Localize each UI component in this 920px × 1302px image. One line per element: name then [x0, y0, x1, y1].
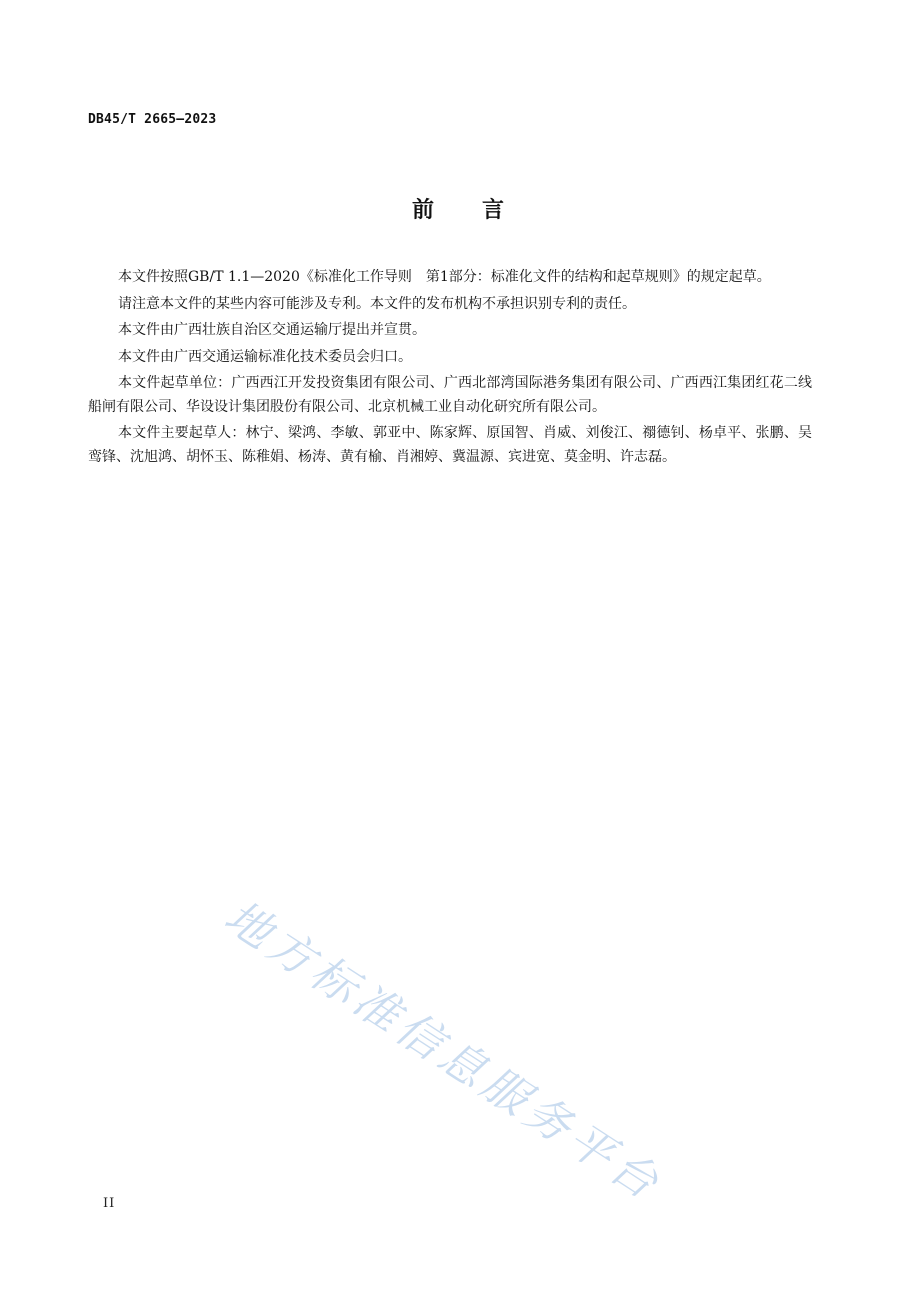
- title-char-2: 言: [482, 198, 509, 223]
- watermark: 地方标准信息服务平台: [215, 889, 672, 1212]
- paragraph-drafting-basis: 本文件按照GB/T 1.1—2020《标准化工作导则 第1部分：标准化文件的结构和起草规则》的规定起草。: [118, 269, 771, 285]
- title-char-1: 前: [411, 198, 438, 223]
- paragraph-drafting-units: 本文件起草单位：广西西江开发投资集团有限公司、广西北部湾国际港务集团有限公司、广西西江集团红花二线船闸有限公司、华设设计集团股份有限公司、北京机械工业自动化研究所有限公司。: [88, 375, 812, 415]
- paragraph-drafters: 本文件主要起草人：林宁、梁鸿、李敏、郭亚中、陈家辉、原国智、肖威、刘俊江、禤德钊、杨卓平、张鹏、吴鸾锋、沈旭鸿、胡怀玉、陈稚娟、杨涛、黄有榆、肖湘婷、冀温源、宾进宽、莫金明、许志磊。: [88, 425, 812, 465]
- paragraph-committee: 本文件由广西交通运输标准化技术委员会归口。: [118, 348, 412, 365]
- paragraph-patent-notice: 请注意本文件的某些内容可能涉及专利。本文件的发布机构不承担识别专利的责任。: [118, 295, 636, 312]
- document-code: DB45/T 2665—2023: [88, 112, 217, 127]
- page-number: II: [103, 1196, 116, 1211]
- foreword-body: [88, 266, 812, 472]
- page-title: [0, 193, 920, 224]
- paragraph-proposer: 本文件由广西壮族自治区交通运输厅提出并宣贯。: [118, 322, 426, 338]
